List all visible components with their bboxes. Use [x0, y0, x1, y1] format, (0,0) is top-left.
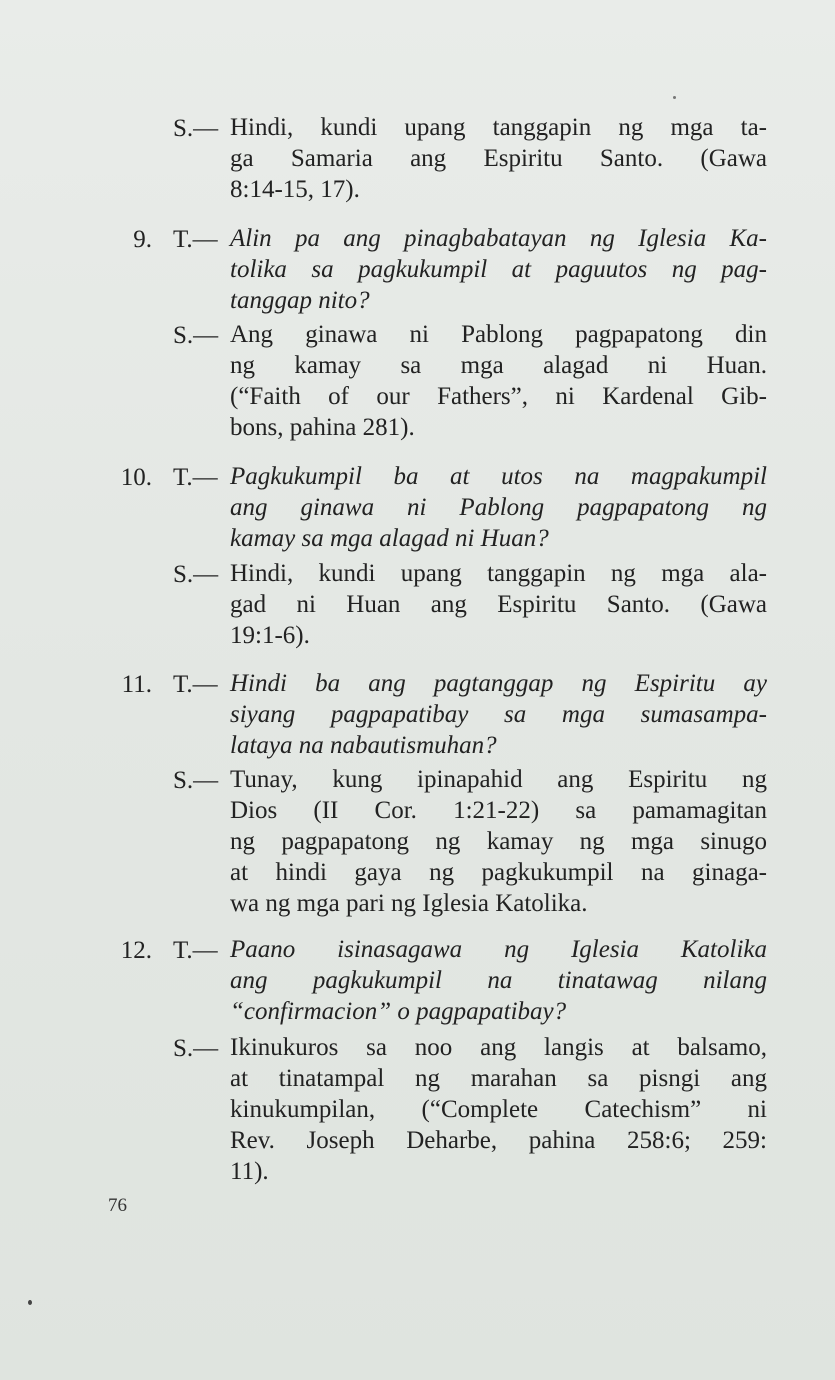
- question-text: [230, 934, 767, 1027]
- text-line: 19:1-6).: [230, 622, 310, 649]
- text-line: tolika sa pagkukumpil at paguutos ng pag-: [230, 256, 767, 283]
- text-line: 8:14-15, 17).: [230, 176, 360, 203]
- answer-prefix: S.—: [173, 767, 219, 794]
- text-line: “confirmacion” o pagpapatibay?: [230, 998, 567, 1025]
- question-number: 9.: [133, 226, 152, 253]
- question-prefix: T.—: [173, 937, 218, 964]
- paper-speck: [28, 1300, 32, 1305]
- answer-text: [230, 1032, 767, 1187]
- text-line: at tinatampal ng marahan sa pisngi ang: [230, 1065, 767, 1092]
- text-line: Tunay, kung ipinapahid ang Espiritu ng: [230, 766, 767, 793]
- question-number: 10.: [120, 464, 152, 491]
- answer-text: [230, 319, 767, 443]
- text-line: ga Samaria ang Espiritu Santo. (Gawa: [230, 145, 767, 172]
- text-line: tanggap nito?: [230, 287, 370, 314]
- question-text: [230, 223, 767, 316]
- text-line: gad ni Huan ang Espiritu Santo. (Gawa: [230, 591, 767, 618]
- text-line: Dios (II Cor. 1:21-22) sa pamamagitan: [230, 797, 767, 824]
- text-line: ng kamay sa mga alagad ni Huan.: [230, 352, 767, 379]
- text-line: bons, pahina 281).: [230, 414, 415, 441]
- answer-text: [230, 558, 767, 651]
- question-prefix: T.—: [173, 226, 218, 253]
- text-line: 11).: [230, 1158, 269, 1185]
- text-line: Paano isinasagawa ng Iglesia Katolika: [230, 936, 767, 963]
- answer-prefix: S.—: [173, 1035, 219, 1062]
- question-number: 12.: [120, 937, 152, 964]
- question-number: 11.: [121, 671, 152, 698]
- text-line: Pagkukumpil ba at utos na magpakumpil: [230, 463, 767, 490]
- text-line: wa ng mga pari ng Iglesia Katolika.: [230, 890, 588, 917]
- answer-prefix: S.—: [173, 561, 219, 588]
- text-line: (“Faith of our Fathers”, ni Kardenal Gib-: [230, 383, 767, 410]
- text-line: ang ginawa ni Pablong pagpapatong ng: [230, 494, 767, 521]
- answer-prefix: S.—: [173, 115, 219, 142]
- text-line: Alin pa ang pinagbabatayan ng Iglesia Ka-: [230, 225, 767, 252]
- text-line: kamay sa mga alagad ni Huan?: [230, 525, 549, 552]
- answer-text: [230, 112, 767, 205]
- text-line: at hindi gaya ng pagkukumpil na ginaga-: [230, 859, 767, 886]
- page-number: 76: [108, 1195, 127, 1216]
- text-line: lataya na nabautismuhan?: [230, 732, 497, 759]
- question-prefix: T.—: [173, 671, 218, 698]
- text-line: ng pagpapatong ng kamay ng mga sinugo: [230, 828, 767, 855]
- text-line: ang pagkukumpil na tinatawag nilang: [230, 967, 767, 994]
- text-line: Rev. Joseph Deharbe, pahina 258:6; 259:: [230, 1127, 767, 1154]
- text-line: kinukumpilan, (“Complete Catechism” ni: [230, 1096, 767, 1123]
- text-line: Ikinukuros sa noo ang langis at balsamo,: [230, 1034, 767, 1061]
- answer-text: [230, 764, 767, 919]
- question-text: [230, 668, 767, 761]
- text-line: Hindi ba ang pagtanggap ng Espiritu ay: [230, 670, 767, 697]
- text-line: Hindi, kundi upang tanggapin ng mga ta-: [230, 114, 767, 141]
- question-prefix: T.—: [173, 464, 218, 491]
- text-line: Ang ginawa ni Pablong pagpapatong din: [230, 321, 767, 348]
- question-text: [230, 461, 767, 554]
- paper-speck: [673, 96, 676, 99]
- text-line: siyang pagpapatibay sa mga sumasampa-: [230, 701, 767, 728]
- answer-prefix: S.—: [173, 322, 219, 349]
- text-line: Hindi, kundi upang tanggapin ng mga ala-: [230, 560, 767, 587]
